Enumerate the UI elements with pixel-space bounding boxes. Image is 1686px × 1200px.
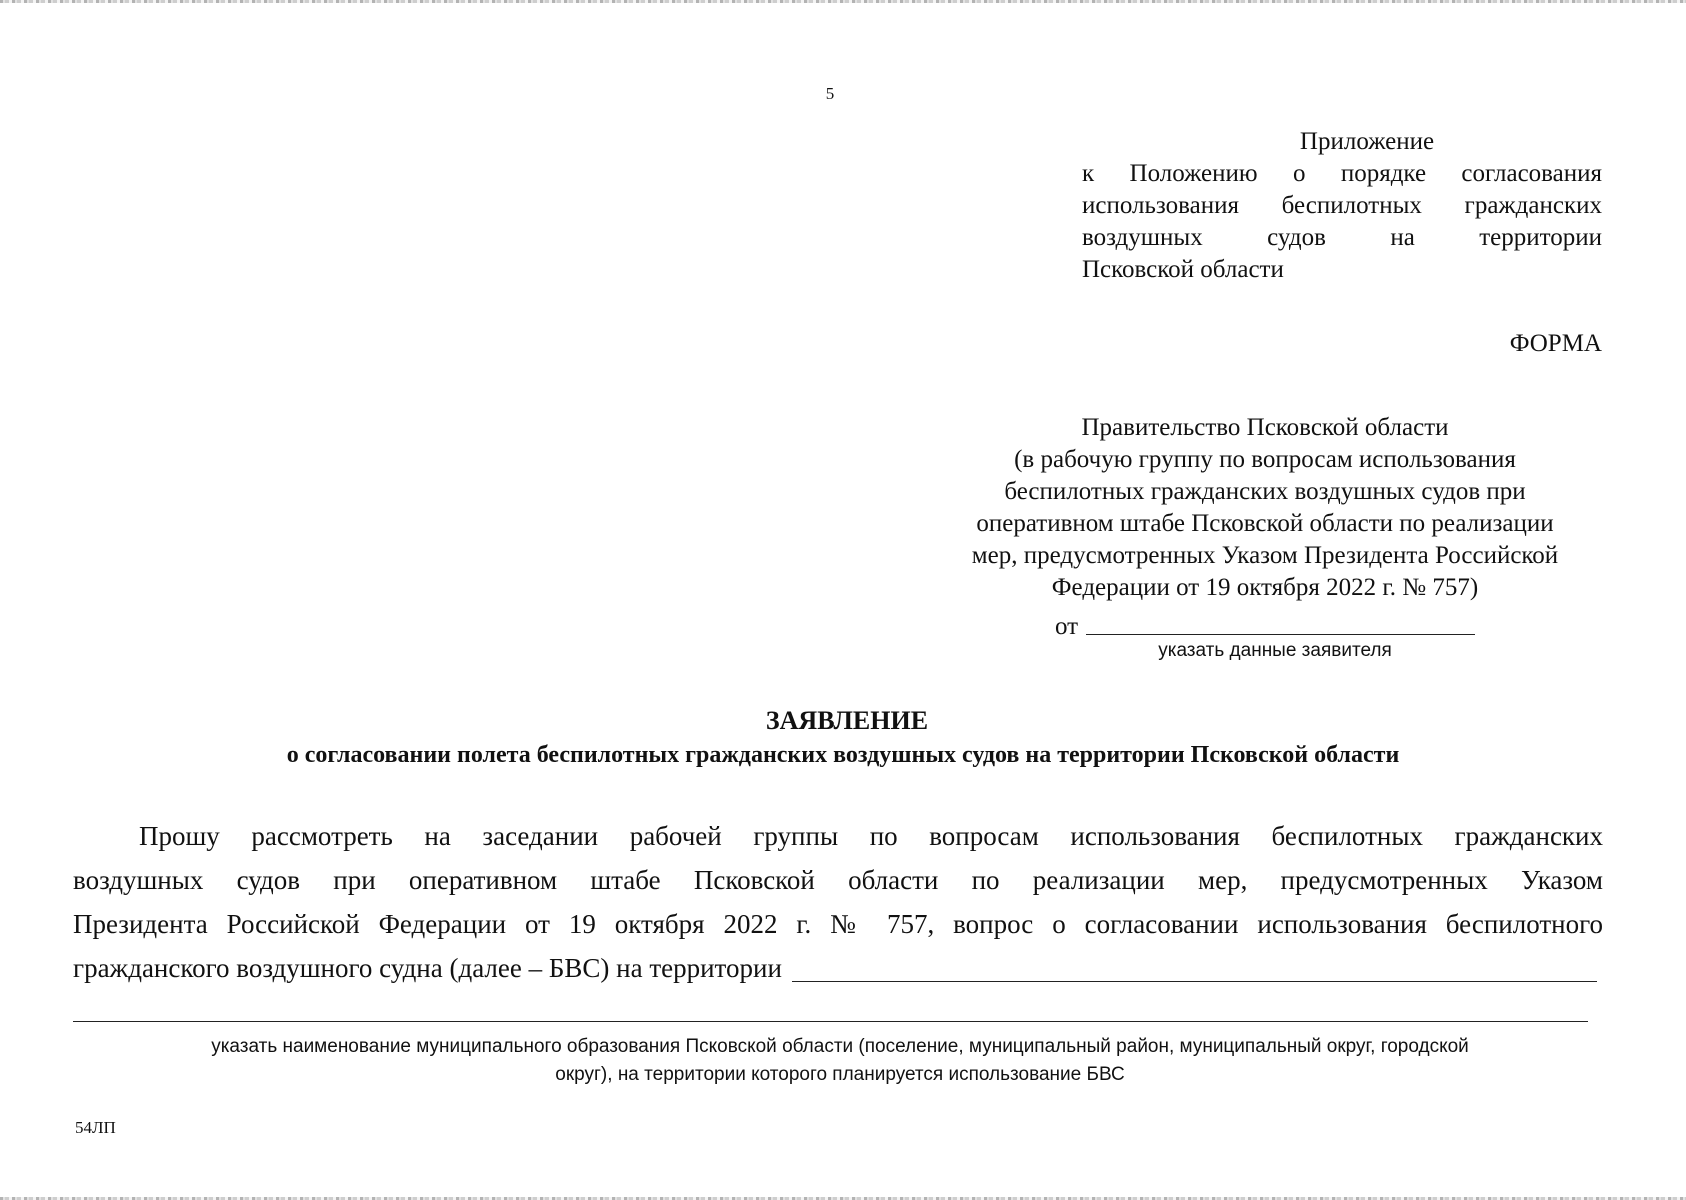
statement-body (73, 814, 1603, 990)
appendix-block (1082, 126, 1602, 286)
body-last-line-text: гражданского воздушного судна (далее – БВС) на территории (73, 953, 782, 983)
applicant-caption: указать данные заявителя (1158, 640, 1392, 661)
addressee-block (915, 412, 1615, 604)
territory-fill-line-full (73, 1021, 1588, 1022)
statement-subtitle: о согласовании полета беспилотных гражданских воздушных судов на территории Псковской области (286, 742, 1400, 768)
body-line: воздушных судов при оперативном штабе Псковской области по реализации мер, предусмотренных Указом (73, 865, 1603, 895)
appendix-title: Приложение (1299, 128, 1435, 155)
page-number: 5 (825, 84, 835, 103)
form-label: ФОРМА (1509, 330, 1602, 357)
from-label: от (1055, 613, 1079, 640)
body-last-line (73, 946, 1603, 990)
body-line: Президента Российской Федерации от 19 октября 2022 г. № 757, вопрос о согласовании использования беспилотного (73, 909, 1603, 939)
territory-caption (90, 1033, 1590, 1089)
addressee-line: оперативном штабе Псковской области по реализации (976, 510, 1554, 537)
addressee-line: беспилотных гражданских воздушных судов при (1004, 478, 1526, 505)
addressee-line: Правительство Псковской области (1081, 414, 1449, 441)
addressee-line: Федерации от 19 октября 2022 г. № 757) (1051, 574, 1479, 601)
appendix-line: воздушных судов на территории (1082, 224, 1602, 251)
appendix-line: к Положению о порядке согласования (1082, 160, 1602, 187)
territory-caption-line: округ), на территории которого планируется использование БВС (555, 1064, 1125, 1085)
scan-edge-top (0, 0, 1686, 3)
territory-fill-line (792, 951, 1597, 982)
statement-title (0, 706, 1686, 736)
applicant-fill-line (1086, 610, 1475, 635)
territory-caption-line: указать наименование муниципального образования Псковской области (поселение, муниципальный район, муниципальный округ, городской (211, 1036, 1469, 1057)
appendix-line: использования беспилотных гражданских (1082, 192, 1602, 219)
addressee-line: мер, предусмотренных Указом Президента Российской (971, 542, 1559, 569)
body-line: Прошу рассмотреть на заседании рабочей группы по вопросам использования беспилотных гражданских (139, 821, 1603, 851)
document-code: 54ЛП (75, 1118, 116, 1137)
statement-title-text: ЗАЯВЛЕНИЕ (765, 706, 929, 735)
appendix-line: Псковской области (1082, 256, 1284, 283)
applicant-row (1055, 610, 1475, 641)
addressee-line: (в рабочую группу по вопросам использования (1014, 446, 1516, 473)
